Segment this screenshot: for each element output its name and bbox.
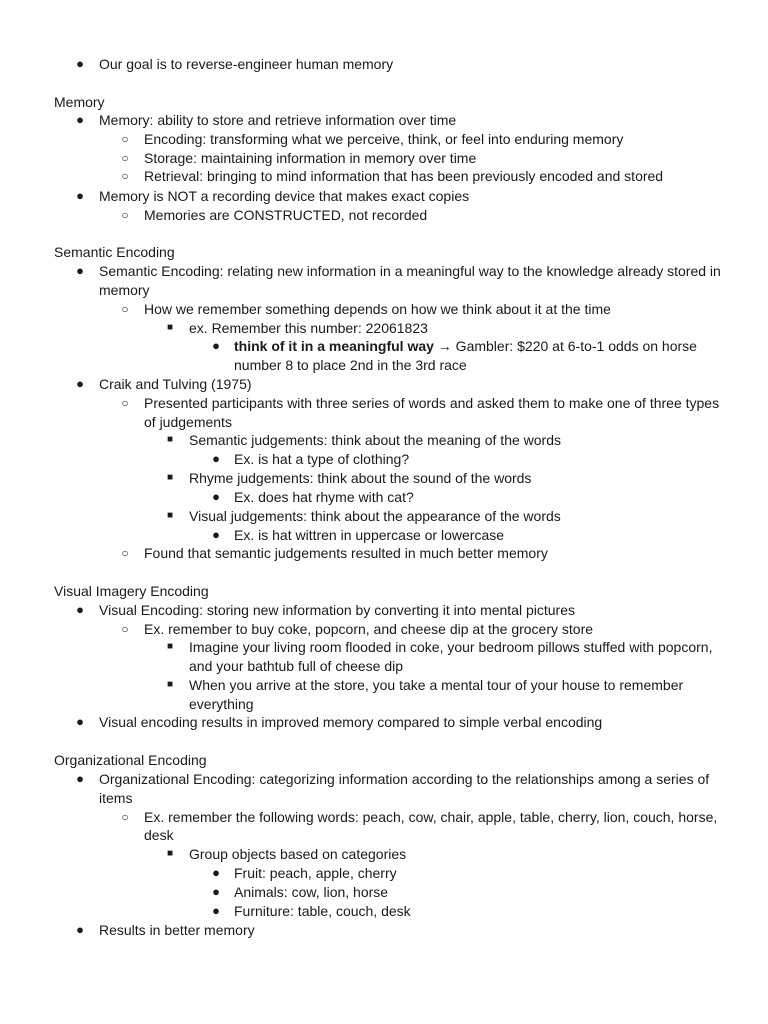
bullet: ■ <box>166 848 174 859</box>
bullet: ● <box>76 771 84 786</box>
rhyme-judgements-ex: Ex. does hat rhyme with cat? <box>234 489 414 505</box>
semantic-judgements: Semantic judgements: think about the meaning of the words <box>189 432 561 448</box>
bullet: ○ <box>121 169 129 183</box>
bullet: ● <box>76 263 84 278</box>
bullet: ● <box>76 188 84 203</box>
memory-constructed: Memories are CONSTRUCTED, not recorded <box>144 207 428 223</box>
semantic-think-cont: number 8 to place 2nd in the 3rd race <box>234 357 467 373</box>
bullet: ○ <box>121 810 129 824</box>
organizational-group: Group objects based on categories <box>189 846 407 862</box>
semantic-presented: Presented participants with three series of words and asked them to make one of three types <box>144 395 720 411</box>
bullet: ● <box>76 376 84 391</box>
bullet: ● <box>212 338 220 353</box>
organizational-ex-cont: desk <box>144 827 174 843</box>
semantic-found: Found that semantic judgements resulted in much better memory <box>144 545 548 561</box>
bullet: ■ <box>166 510 174 521</box>
organizational-furniture: Furniture: table, couch, desk <box>234 903 411 919</box>
visual-heading: Visual Imagery Encoding <box>54 583 209 599</box>
bullet: ■ <box>166 434 174 445</box>
memory-retrieval: Retrieval: bringing to mind information that has been previously encoded and stored <box>144 168 664 184</box>
organizational-heading: Organizational Encoding <box>54 752 207 768</box>
bullet: ● <box>76 922 84 937</box>
semantic-judgements-ex: Ex. is hat a type of clothing? <box>234 451 410 467</box>
semantic-think-bold: think of it in a meaningful way <box>234 338 434 354</box>
semantic-how: How we remember something depends on how we think about it at the time <box>144 301 611 317</box>
bullet: ○ <box>121 208 129 222</box>
organizational-def-cont: items <box>99 790 133 806</box>
bullet: ○ <box>121 546 129 560</box>
visual-result: Visual encoding results in improved memory compared to simple verbal encoding <box>99 714 603 730</box>
visual-judgements-ex: Ex. is hat wittren in uppercase or lowercase <box>234 527 505 543</box>
organizational-result: Results in better memory <box>99 922 255 938</box>
bullet: ○ <box>121 302 129 316</box>
visual-def: Visual Encoding: storing new information by converting it into mental pictures <box>99 602 575 618</box>
visual-judgements: Visual judgements: think about the appearance of the words <box>189 508 561 524</box>
organizational-ex: Ex. remember the following words: peach, cow, chair, apple, table, cherry, lion, couch, horse, <box>144 809 718 825</box>
bullet: ○ <box>121 622 129 636</box>
semantic-heading: Semantic Encoding <box>54 244 175 260</box>
visual-arrive-cont: everything <box>189 696 254 712</box>
intro-text: Our goal is to reverse-engineer human memory <box>99 56 394 72</box>
organizational-fruit: Fruit: peach, apple, cherry <box>234 865 397 881</box>
semantic-def: Semantic Encoding: relating new information in a meaningful way to the knowledge already stored in <box>99 263 721 279</box>
memory-item-2: Memory is NOT a recording device that makes exact copies <box>99 188 470 204</box>
bullet: ● <box>76 112 84 127</box>
bullet: ● <box>212 884 220 899</box>
semantic-craik: Craik and Tulving (1975) <box>99 376 252 392</box>
semantic-ex-number: ex. Remember this number: 22061823 <box>189 320 428 336</box>
rhyme-judgements: Rhyme judgements: think about the sound of the words <box>189 470 532 486</box>
visual-arrive: When you arrive at the store, you take a mental tour of your house to remember <box>189 677 684 693</box>
bullet: ■ <box>166 472 174 483</box>
semantic-presented-cont: of judgements <box>144 414 232 430</box>
bullet: ● <box>212 451 220 466</box>
bullet: ○ <box>121 132 129 146</box>
bullet: ■ <box>166 641 174 652</box>
memory-item-1: Memory: ability to store and retrieve information over time <box>99 112 457 128</box>
organizational-def: Organizational Encoding: categorizing information according to the relationships among a series of <box>99 771 710 787</box>
memory-storage: Storage: maintaining information in memory over time <box>144 150 477 166</box>
bullet: ● <box>212 865 220 880</box>
organizational-animals: Animals: cow, lion, horse <box>234 884 389 900</box>
visual-ex: Ex. remember to buy coke, popcorn, and cheese dip at the grocery store <box>144 621 594 637</box>
bullet: ○ <box>121 396 129 410</box>
bullet: ■ <box>166 679 174 690</box>
visual-imagine-cont: and your bathtub full of cheese dip <box>189 658 404 674</box>
bullet: ● <box>212 489 220 504</box>
visual-imagine: Imagine your living room flooded in coke, your bedroom pillows stuffed with popcorn, <box>189 639 713 655</box>
bullet: ● <box>76 56 84 71</box>
bullet: ● <box>76 602 84 617</box>
bullet: ● <box>212 527 220 542</box>
bullet: ○ <box>121 151 129 165</box>
bullet: ● <box>212 903 220 918</box>
bullet: ● <box>76 714 84 729</box>
semantic-think-rest: → Gambler: $220 at 6-to-1 odds on horse <box>433 338 697 354</box>
memory-encoding: Encoding: transforming what we perceive, think, or feel into enduring memory <box>144 131 624 147</box>
memory-heading: Memory <box>54 94 105 110</box>
semantic-def-cont: memory <box>99 282 150 298</box>
bullet: ■ <box>166 322 174 333</box>
semantic-think <box>234 337 697 355</box>
